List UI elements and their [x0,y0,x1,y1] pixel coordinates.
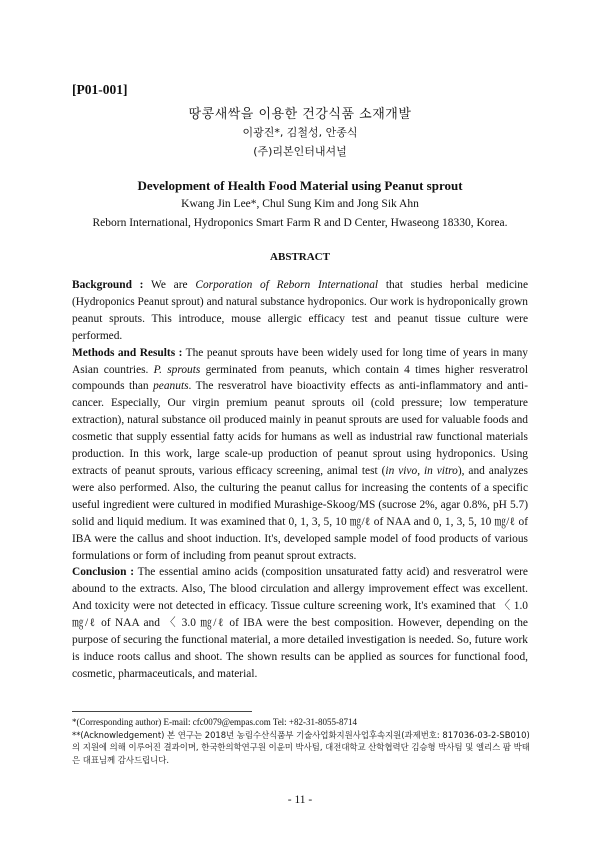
korean-affiliation: (주)리본인터내셔널 [253,145,347,158]
english-authors: Kwang Jin Lee*, Chul Sung Kim and Jong Sik Ahn [181,198,419,210]
english-title: Development of Health Food Material using Peanut sprout [137,178,463,193]
abstract-heading: ABSTRACT [270,251,330,263]
conclusion-paragraph [72,564,528,682]
methods-emphasis: in vivo [385,464,418,477]
paper-id: [P01-001] [72,82,128,97]
methods-text: germinated from peanuts, which contain 4 times higher resveratrol compounds than [72,363,529,393]
methods-emphasis: peanuts [153,380,189,393]
korean-authors: 이광진*, 김철성, 안종식 [242,126,358,139]
background-emphasis: Corporation of Reborn International [195,279,379,291]
methods-emphasis: in vitro [423,464,458,477]
methods-text: . The resveratrol have bioactivity effects as anti-inflammatory and anti-cancer. Especially, Our virgin premium peanut sprouts oil (cold pressure; low temperature extraction), natural substance oil produced mainly in peanut sprouts are used for valuable foods and cosmetic that supply essential fatty acids for humans as well as industrial raw functional materials production. In this work, large scale-up production of peanut sprout using hydroponics. Using extracts of peanut sprouts, various efficacy screening, animal test ( [72,380,528,477]
background-text: that studies herbal medicine (Hydroponics Peanut sprout) and natural substance hydroponics. Our work is hydroponically grown peanut sprouts. This introduce, mouse allergic efficacy test and peanut tissue culture were performed. [72,279,529,342]
conclusion-text: The essential amino acids (composition unsaturated fatty acid) and resveratrol were abound to the extracts. Also, The blood circulation and allergy improvement effect was excellent. And toxicity were not detected in efficacy. Tissue culture screening work, It's examined that 〈 1.0 ㎎/ℓ of NAA and 〈 3.0 ㎎/ℓ of IBA were the best composition. However, depending on the purpose of securing the functional material, a more detailed investigation is needed. So, future work is induce roots callus and shoot. The shown results can be applied as sources for functional food, cosmetic, pharmaceuticals, and material. [72,566,528,680]
background-paragraph [72,277,528,345]
methods-label: Methods and Results : [72,346,183,359]
methods-text: ), and analyzes were also performed. Also, the culturing the peanut callus for increasing the contents of a specific useful ingredient were cultured in modified Murashige-Skoog/MS (sucrose 2%, agar 0.8%, pH 5.7) solid and liquid medium. It was examined that 0, 1, 3, 5, 10 ㎎/ℓ of NAA and 0, 1, 3, 5, 10 ㎎/ℓ of IBA were the callus and shoot induction. It's, developed sample model of food products of various formulations or form of including from peanut sprout extracts. [72,464,528,562]
methods-emphasis: P. sprouts [153,363,201,376]
background-text: We are [143,279,196,291]
methods-paragraph [72,345,528,565]
korean-title: 땅콩새싹을 이용한 건강식품 소재개발 [188,107,412,122]
conclusion-label: Conclusion : [72,566,135,579]
methods-text: , [417,464,424,477]
english-affiliation: Reborn International, Hydroponics Smart Farm R and D Center, Hwaseong 18330, Korea. [92,217,508,229]
abstract-body [72,277,528,683]
acknowledgement-footnote: **(Acknowledgement) 본 연구는 2018년 농림수산식품부 기술사업화지원사업후속지원(과제번호: 817036-03-2-SB010)의 지원에 의해 이루어진 결과이며, 한국한의학연구원 이윤미 박사팀, 대전대학교 산학협력단 김승형 박사팀 및 엘리스 팜 박태은 대표님께 감사드립니다. [72,729,530,765]
footnote-divider [72,711,252,712]
corresponding-author-footnote: *(Corresponding author) E-mail: cfc0079@empas.com Tel: +82-31-8055-8714 [72,717,358,727]
methods-text: The peanut sprouts have been widely used for long time of years in many Asian countries. [72,346,528,376]
page-number: - 11 - [287,794,313,806]
footnotes [72,716,532,766]
background-label: Background : [72,279,144,291]
